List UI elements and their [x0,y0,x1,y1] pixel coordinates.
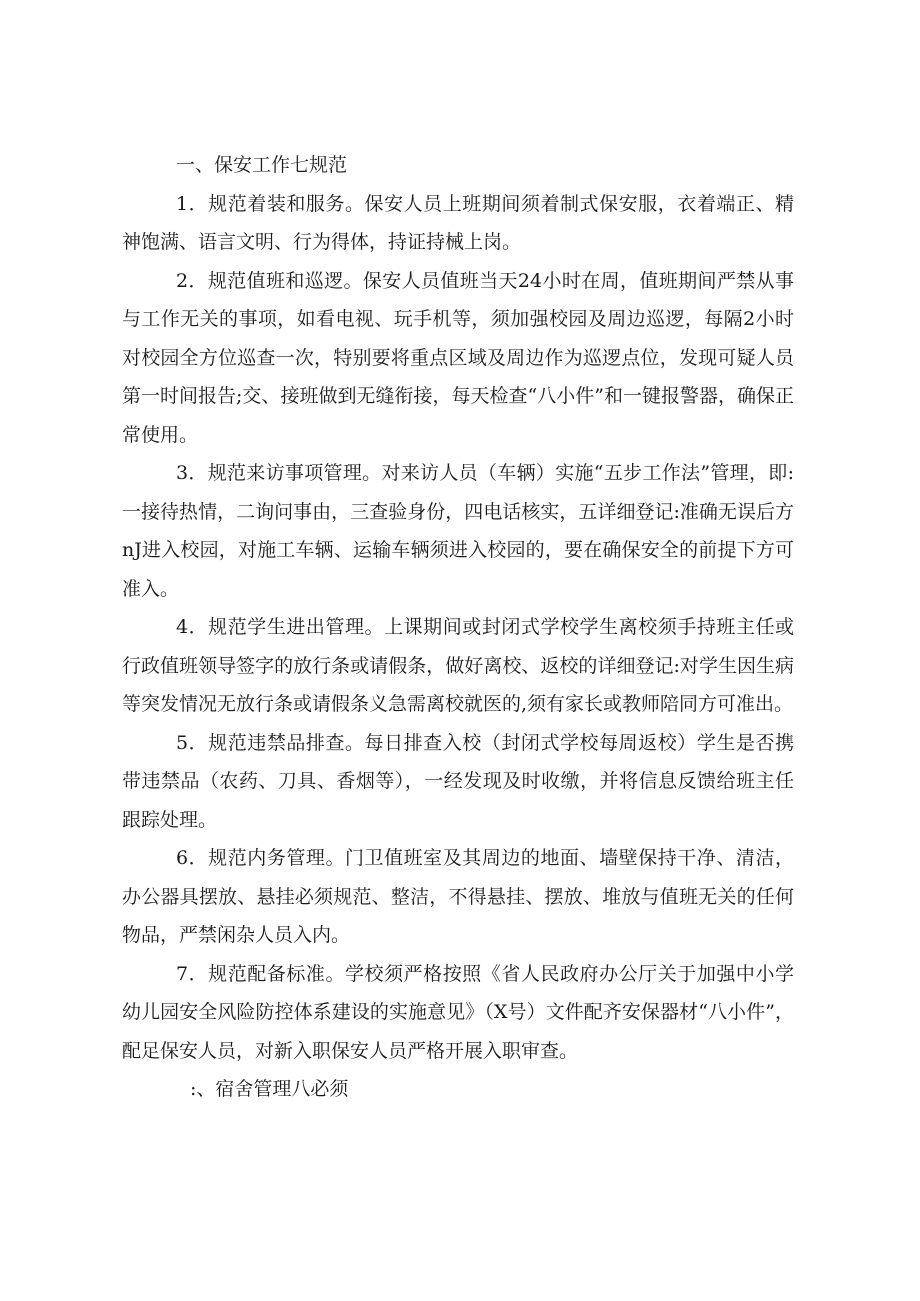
paragraph-4-student-exit: 4．规范学生进出管理。上课期间或封闭式学校学生离校须手持班主任或行政值班领导签字的放行条或请假条，做好离校、返校的详细登记:对学生因生病等突发情况无放行条或请假条义急需离校就医的,须有家长或教师陪同方可准出。 [122,616,794,715]
paragraph-5-contraband: 5．规范违禁品排查。每日排查入校（封闭式学校每周返校）学生是否携带违禁品（农药、刀具、香烟等），一经发现及时收缴，并将信息反馈给班主任跟踪处理。 [122,731,794,831]
paragraph-1-attire: 1．规范着装和服务。保安人员上班期间须着制式保安服，衣着端正、精神饱满、语言文明、行为得体，持证持械上岗。 [122,192,794,253]
paragraph-7-equipment-standards: 7．规范配备标准。学校须严格按照《省人民政府办公厅关于加强中小学幼儿园安全风险防控体系建设的实施意见》（X号）文件配齐安保器材“八小件”，配足保安人员，对新入职保安人员严格开展入职审查。 [122,962,794,1062]
paragraph-2-duty-patrol: 2．规范值班和巡逻。保安人员值班当天24小时在周，值班期间严禁从事与工作无关的事项，如看电视、玩手机等，须加强校园及周边巡逻，每隔2小时对校园全方位巡查一次，特别要将重点区域及周边作为巡逻点位，发现可疑人员第一时间报告;交、接班做到无缝衔接，每天检查“八小件”和一键报警器，确保正常使用。 [122,269,794,446]
paragraph-3-visitor-management: 3．规范来访事项管理。对来访人员（车辆）实施“五步工作法”管理，即:一接待热情，二询问事由，三查验身份，四电话核实，五详细登记:准确无误后方nJ进入校园，对施工车辆、运输车辆须进入校园的，要在确保安全的前提下方可准入。 [122,462,794,600]
document-body [122,146,794,1109]
section-heading-dormitory: :、宿舍管理八必须 [190,1078,349,1100]
paragraph-6-internal-affairs: 6．规范内务管理。门卫值班室及其周边的地面、墙壁保持干净、清洁，办公器具摆放、悬挂必须规范、整洁，不得悬挂、摆放、堆放与值班无关的任何物品，严禁闲杂人员入内。 [122,847,794,946]
section-heading-security-norms: 一、保安工作七规范 [176,154,348,176]
